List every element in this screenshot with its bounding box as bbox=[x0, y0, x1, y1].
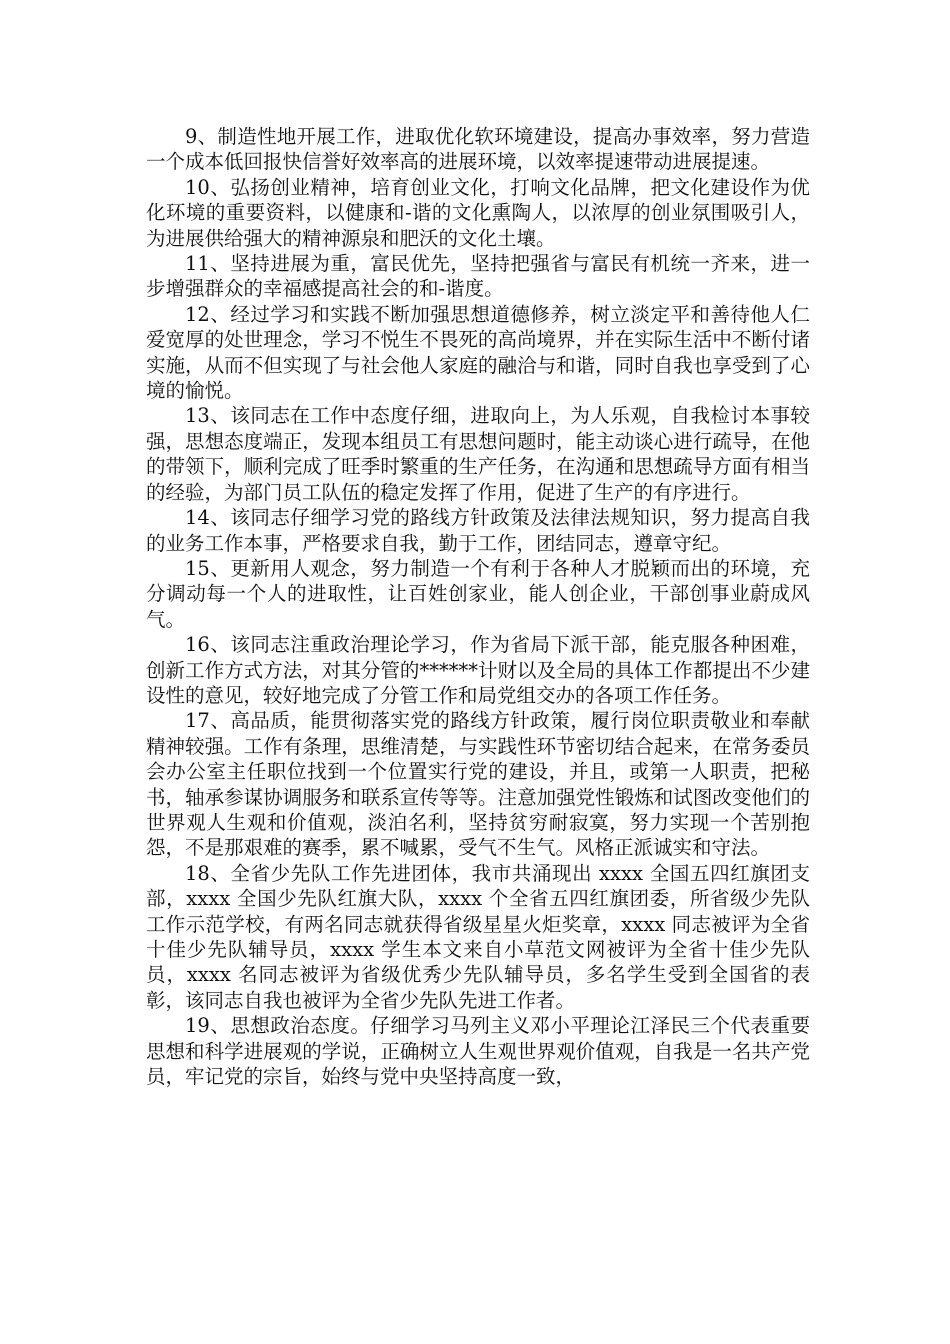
paragraph-9: 9、制造性地开展工作，进取优化软环境建设，提高办事效率，努力营造一个成本低回报快信誉好效率高的进展环境，以效率提速带动进展提速。 bbox=[146, 125, 810, 174]
paragraph-11: 11、坚持进展为重，富民优先，坚持把强省与富民有机统一齐来，进一步增强群众的幸福感提高社会的和-谐度。 bbox=[146, 252, 810, 301]
document-page bbox=[146, 124, 810, 1089]
paragraph-13: 13、该同志在工作中态度仔细，进取向上，为人乐观，自我检讨本事较强，思想态度端正，发现本组员工有思想问题时，能主动谈心进行疏导，在他的带领下，顺利完成了旺季时繁重的生产任务，在沟通和思想疏导方面有相当的经验，为部门员工队伍的稳定发挥了作用，促进了生产的有序进行。 bbox=[146, 404, 810, 504]
paragraph-19: 19、思想政治态度。仔细学习马列主义邓小平理论江泽民三个代表重要思想和科学进展观的学说，正确树立人生观世界观价值观，自我是一名共产党员，牢记党的宗旨，始终与党中央坚持高度一致， bbox=[146, 1014, 810, 1089]
paragraph-15: 15、更新用人观念，努力制造一个有利于各种人才脱颖而出的环境，充分调动每一个人的进取性，让百姓创家业，能人创企业，干部创事业蔚成风气。 bbox=[146, 556, 810, 631]
paragraph-18: 18、全省少先队工作先进团体，我市共涌现出 xxxx 全国五四红旗团支部，xxxx 全国少先队红旗大队，xxxx 个全省五四红旗团委，所省级少先队工作示范学校，有两名同志就获得省级星星火炬奖章，xxxx 同志被评为全省十佳少先队辅导员，xxxx 学生本文来自小草范文网被评为全省十佳少先队员，xxxx 名同志被评为省级优秀少先队辅导员，多名学生受到全国省的表彰，该同志自我也被评为全省少先队先进工作者。 bbox=[146, 861, 810, 1012]
paragraph-17: 17、高品质，能贯彻落实党的路线方针政策，履行岗位职责敬业和奉献精神较强。工作有条理，思维清楚，与实践性环节密切结合起来，在常务委员会办公室主任职位找到一个位置实行党的建设，并且，或第一人职责，把秘书，轴承参谋协调服务和联系宣传等等。注意加强党性锻炼和试图改变他们的世界观人生观和价值观，淡泊名利，坚持贫穷耐寂寞，努力实现一个苦别抱怨，不是那艰难的赛季，累不喊累，受气不生气。风格正派诚实和守法。 bbox=[146, 709, 810, 860]
paragraph-12: 12、经过学习和实践不断加强思想道德修养，树立淡定平和善待他人仁爱宽厚的处世理念，学习不悦生不畏死的高尚境界，并在实际生活中不断付诸实施，从而不但实现了与社会他人家庭的融洽与和谐，同时自我也享受到了心境的愉悦。 bbox=[146, 302, 810, 403]
paragraph-10: 10、弘扬创业精神，培育创业文化，打响文化品牌，把文化建设作为优化环境的重要资料，以健康和-谐的文化熏陶人，以浓厚的创业氛围吸引人，为进展供给强大的精神源泉和肥沃的文化土壤。 bbox=[146, 175, 810, 250]
paragraph-14: 14、该同志仔细学习党的路线方针政策及法律法规知识，努力提高自我的业务工作本事，严格要求自我，勤于工作，团结同志，遵章守纪。 bbox=[146, 506, 810, 555]
paragraph-16: 16、该同志注重政治理论学习，作为省局下派干部，能克服各种困难，创新工作方式方法，对其分管的******计财以及全局的具体工作都提出不少建设性的意见，较好地完成了分管工作和局党组交办的各项工作任务。 bbox=[146, 633, 810, 707]
